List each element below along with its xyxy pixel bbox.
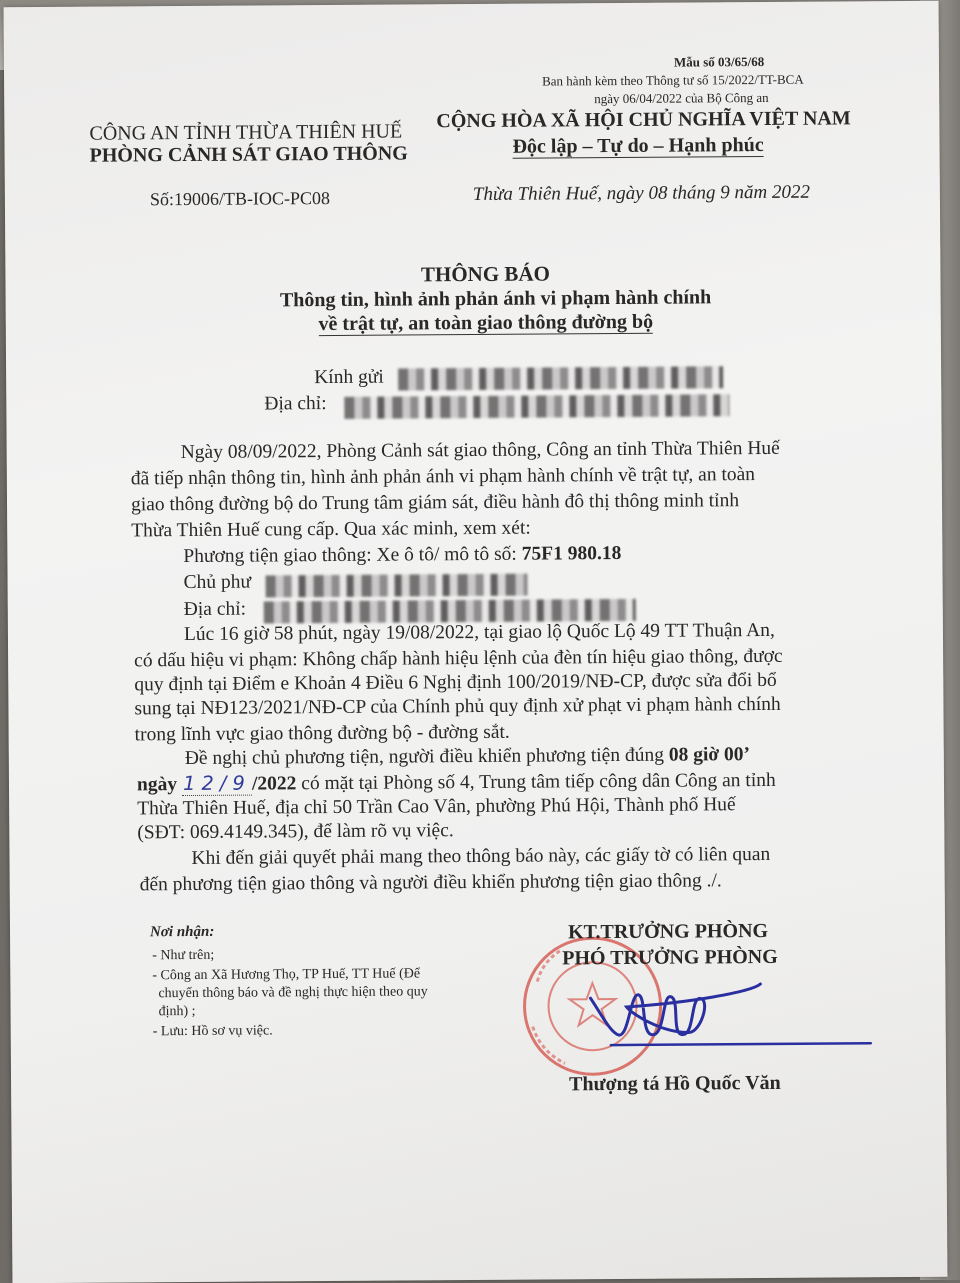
paragraph-3-line1 bbox=[185, 744, 750, 770]
paragraph-4-line2: đến phương tiện giao thông và người điều khiển phương tiện giao thông ./. bbox=[139, 870, 722, 896]
redacted-owner-address bbox=[264, 599, 636, 624]
paragraph-1-line1: Ngày 08/09/2022, Phòng Cảnh sát giao thông, Công an tỉnh Thừa Thiên Huế bbox=[180, 437, 780, 464]
redacted-recipient-name bbox=[398, 366, 723, 390]
recipient-address-label: Địa chỉ: bbox=[264, 393, 327, 415]
paragraph-2-line2: có dấu hiệu vi phạm: Không chấp hành hiệu lệnh của đèn tín hiệu giao thông, được bbox=[134, 645, 783, 672]
vehicle-label: Phương tiện giao thông: Xe ô tô/ mô tô số: bbox=[183, 543, 522, 568]
paragraph-2-line1: Lúc 16 giờ 58 phút, ngày 19/08/2022, tại giao lộ Quốc Lộ 49 TT Thuận An, bbox=[183, 619, 775, 646]
recipients-item: - Như trên; bbox=[152, 947, 215, 964]
appointment-request: Đề nghị chủ phương tiện, người điều khiển phương tiện đúng bbox=[184, 744, 669, 770]
appointment-day-label: ngày bbox=[136, 774, 178, 796]
agency-name: CÔNG AN TỈNH THỪA THIÊN HUẾ bbox=[89, 120, 403, 145]
redacted-recipient-address bbox=[344, 394, 729, 419]
department-name: PHÒNG CẢNH SÁT GIAO THÔNG bbox=[89, 142, 408, 167]
form-number: Mẫu số 03/65/68 bbox=[673, 53, 765, 70]
recipients-item: chuyển thông báo và đề nghị thực hiện theo quy bbox=[158, 984, 428, 1002]
place-and-date: Thừa Thiên Huế, ngày 08 tháng 9 năm 2022 bbox=[472, 181, 810, 206]
paragraph-1-line2: đã tiếp nhận thông tin, hình ảnh phản ánh vi phạm hành chính về trật tự, an toàn bbox=[130, 464, 756, 490]
vehicle-plate: 75F1 980.18 bbox=[521, 542, 622, 565]
paragraph-2-line5: trong lĩnh vực giao thông đường bộ - đường sắt. bbox=[134, 721, 510, 746]
signature-title-line2: PHÓ TRƯỞNG PHÒNG bbox=[562, 945, 778, 970]
paragraph-1-line3: giao thông đường bộ do Trung tâm giám sát, điều hành đô thị thông minh tỉnh bbox=[130, 490, 740, 516]
form-reference-line1: Ban hành kèm theo Thông tư số 15/2022/TT-BCA bbox=[542, 71, 804, 89]
appointment-year: /2022 bbox=[251, 773, 297, 795]
paragraph-3-line2 bbox=[137, 768, 776, 796]
paragraph-1-line4: Thừa Thiên Huế cung cấp. Qua xác minh, xem xét: bbox=[131, 517, 531, 542]
paragraph-4-line1: Khi đến giải quyết phải mang theo thông báo này, các giấy tờ có liên quan bbox=[191, 843, 771, 869]
recipients-item: định) ; bbox=[158, 1003, 196, 1020]
national-motto: Độc lập – Tự do – Hạnh phúc bbox=[512, 133, 764, 158]
handwritten-date: 12/9 bbox=[182, 771, 251, 796]
paragraph-3-line4: (SĐT: 069.4149.345), để làm rõ vụ việc. bbox=[137, 820, 454, 844]
recipients-item: - Lưu: Hồ sơ vụ việc. bbox=[152, 1023, 273, 1040]
document-subtitle-line1: Thông tin, hình ảnh phản ánh vi phạm hành chính bbox=[279, 286, 712, 312]
handwritten-signature bbox=[570, 971, 881, 1063]
signature-title-line1: KT.TRƯỞNG PHÒNG bbox=[567, 919, 769, 944]
recipients-item: - Công an Xã Hương Thọ, TP Huế, TT Huế (Để bbox=[152, 966, 421, 984]
owner-label: Chủ phư bbox=[183, 571, 252, 594]
nation-name: CỘNG HÒA XÃ HỘI CHỦ NGHĨA VIỆT NAM bbox=[436, 107, 851, 133]
document-page bbox=[4, 1, 948, 1283]
appointment-location: có mặt tại Phòng số 4, Trung tâm tiếp công dân Công an tỉnh bbox=[296, 769, 776, 795]
document-subtitle-line2: về trật tự, an toàn giao thông đường bộ bbox=[318, 310, 654, 336]
recipient-label: Kính gửi bbox=[314, 366, 384, 389]
recipients-title: Nơi nhận: bbox=[149, 923, 215, 941]
owner-address-label: Địa chỉ: bbox=[183, 598, 247, 621]
redacted-owner-name bbox=[266, 574, 528, 598]
paragraph-2-line3: quy định tại Điểm e Khoản 4 Điều 6 Nghị định 100/2019/NĐ-CP, được sửa đổi bổ bbox=[134, 669, 777, 696]
document-number: Số:19006/TB-IOC-PC08 bbox=[149, 188, 330, 210]
document-title: THÔNG BÁO bbox=[420, 261, 550, 287]
paragraph-3-line3: Thừa Thiên Huế, địa chỉ 50 Trần Cao Vân, phường Phú Hội, Thành phố Huế bbox=[137, 794, 736, 820]
paragraph-2-line4: sung tại NĐ123/2021/NĐ-CP của Chính phủ quy định xử phạt vi phạm hành chính bbox=[134, 693, 781, 720]
appointment-time: 08 giờ 00’ bbox=[668, 744, 751, 766]
signer-name: Thượng tá Hồ Quốc Văn bbox=[569, 1071, 781, 1096]
vehicle-line bbox=[183, 543, 621, 568]
form-reference-line2: ngày 06/04/2022 của Bộ Công an bbox=[594, 89, 769, 107]
